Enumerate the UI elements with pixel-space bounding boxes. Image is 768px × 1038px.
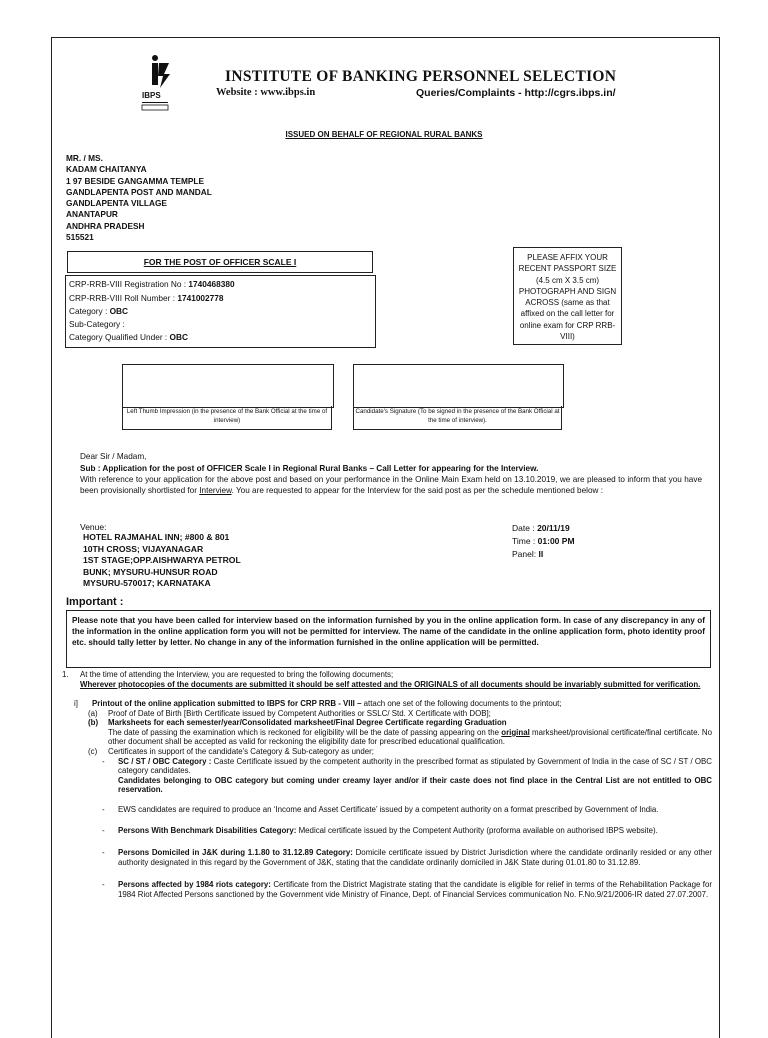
address-line: KADAM CHAITANYA (66, 164, 147, 175)
time-value: 01:00 PM (537, 536, 575, 546)
roll-row: CRP-RRB-VIII Roll Number : 1741002778 (69, 293, 224, 303)
bullet-dash: - (102, 880, 105, 889)
panel-value: II (538, 549, 544, 559)
address-line: ANANTAPUR (66, 209, 118, 220)
c-text: Certificates in support of the candidate's Category & Sub-category as under; (108, 747, 374, 756)
registration-number: 1740468380 (188, 279, 235, 289)
venue-line: BUNK; MYSURU-HUNSUR ROAD (83, 566, 218, 577)
address-line: 515521 (66, 232, 94, 243)
intro-paragraph: With reference to your application for the above post and based on your performance in the Online Main Exam held on 13.10.2019, we are pleased to inform that you have been provisionally shortlisted for Interview. You are requested to appear for the Interview for the said post as per the schedule mentioned below : (80, 475, 702, 495)
important-heading: Important : (66, 596, 124, 608)
interview-word: Interview (199, 485, 232, 495)
i-number: i] (74, 699, 78, 708)
qualified-value: OBC (169, 332, 188, 342)
photo-box: PLEASE AFFIX YOUR RECENT PASSPORT SIZE (4.5 cm X 3.5 cm) PHOTOGRAPH AND SIGN ACROSS (same as that affixed on the call letter for online exam for CRP RRB-VIII) (513, 247, 622, 345)
date-value: 20/11/19 (537, 523, 570, 533)
date-row: Date : 20/11/19 (512, 523, 570, 533)
address-line: GANDLAPENTA VILLAGE (66, 198, 167, 209)
panel-row: Panel: II (512, 549, 544, 559)
venue-line: 10TH CROSS; VIJAYANAGAR (83, 543, 204, 554)
candidate-address (66, 153, 212, 243)
post-title: FOR THE POST OF OFFICER SCALE I (67, 251, 373, 273)
bullet-dash: - (102, 756, 105, 766)
c-number: (c) (88, 747, 98, 756)
a-number: (a) (88, 708, 98, 718)
signature-caption: Candidate's Signature (To be signed in the presence of the Bank Official at the time of interview). (353, 406, 562, 430)
issued-on-behalf: ISSUED ON BEHALF OF REGIONAL RURAL BANKS (285, 130, 483, 139)
a-text: Proof of Date of Birth [Birth Certificate issued by Competent Authorities or SSLC/ Std. X Certificate with DOB]; (108, 708, 491, 718)
category-value: OBC (109, 306, 129, 316)
thumb-impression-box (122, 364, 334, 408)
address-line: 1 97 BESIDE GANGAMMA TEMPLE (66, 175, 204, 186)
qualified-row: Category Qualified Under : OBC (69, 332, 188, 342)
time-row: Time : 01:00 PM (512, 536, 575, 546)
venue-label: Venue: (80, 522, 107, 532)
bullet-ews: EWS candidates are required to produce an ‘Income and Asset Certificate’ issued by a competent authority on a format prescribed by Government of India. (118, 804, 659, 814)
schedule (512, 522, 575, 561)
category-row: Category : OBC (69, 306, 129, 316)
bullet-dash: - (102, 848, 105, 857)
logo-text: IBPS (142, 91, 161, 100)
important-box: Please note that you have been called for interview based on the information furnished by you in the online application form. In case of any discrepancy in any of the information in the online application form you will not be permitted for interview. The name of the candidate in the online application form, photo identity proof etc. should tally letter by letter. No change in any of the information furnished in the online application will be permitted. (66, 610, 711, 668)
subject-line: Sub : Application for the post of OFFICER Scale I in Regional Rural Banks – Call Letter for appearing for the Interview. (80, 464, 539, 473)
bullet-sc-st-obc: SC / ST / OBC Category : Caste Certificate issued by the competent authority in the prescribed format as stipulated by Government of India in the case of SC / ST / OBC category candidates. Candidates belonging to OBC category but coming under creamy layer and/or if their caste does not find place in the Central List are not entitled to OBC reservation. (118, 756, 712, 795)
bullet-jk: Persons Domiciled in J&K during 1.1.80 to 31.12.89 Category: Domicile certificate issued by District Jurisdiction where the candidate ordinarily resided or any other authority designated in this regard by the Government of J&K, stating that the candidate ordinarily domiciled in J&K State during 01.01.80 to 31.12.89. (118, 848, 713, 867)
bullet-pwbd: Persons With Benchmark Disabilities Category: Medical certificate issued by the Competent Authority (proforma available on authorised IBPS website). (118, 826, 658, 835)
venue-address (83, 532, 241, 590)
thumb-caption: Left Thumb Impression (in the presence of the Bank Official at the time of interview) (122, 406, 332, 430)
venue-line: MYSURU-570017; KARNATAKA (83, 578, 211, 588)
institute-name: INSTITUTE OF BANKING PERSONNEL SELECTION (225, 68, 617, 85)
bullet-dash: - (102, 826, 105, 835)
signature-box (353, 364, 564, 408)
subcategory-row: Sub-Category : (69, 319, 125, 329)
ibps-logo (138, 54, 176, 114)
registration-box (65, 275, 376, 348)
b-bold: Marksheets for each semester/year/Consolidated marksheet/Final Degree Certificate regarding Graduation (108, 718, 507, 728)
bullet-dash: - (102, 804, 105, 814)
salutation: Dear Sir / Madam, (80, 452, 147, 461)
address-line: GANDLAPENTA POST AND MANDAL (66, 186, 212, 197)
bullet-1984-riots: Persons affected by 1984 riots category: Certificate from the District Magistrate stating that the candidate is eligible for relief in terms of the Rehabilitation Package for 1984 Riot Affected Persons sanctioned by the Government vide Ministry of Finance, Dept. of Financial Services communication No. F.No.9/21/2006-IR dated 27.07.2007. (118, 880, 712, 899)
item1-bold: Wherever photocopies of the documents are submitted it should be self attested and the ORIGINALS of all documents should be invariably submitted for verification. (80, 679, 701, 689)
venue-line: HOTEL RAJMAHAL INN; #800 & 801 (83, 532, 230, 542)
ibps-logo-icon (138, 54, 176, 114)
i-text: Printout of the online application submitted to IBPS for CRP RRB - VIII – attach one set of the following documents to the printout; (92, 699, 562, 708)
item1-number: 1. (62, 670, 69, 679)
address-line: ANDHRA PRADESH (66, 220, 145, 231)
address-line: MR. / MS. (66, 153, 103, 163)
website-text[interactable]: Website : www.ibps.in (216, 87, 316, 98)
queries-text[interactable]: Queries/Complaints - http://cgrs.ibps.in/ (416, 87, 616, 99)
b-number: (b) (88, 718, 99, 728)
venue-line: 1ST STAGE;OPP.AISHWARYA PETROL (83, 555, 241, 565)
registration-row: CRP-RRB-VIII Registration No : 1740468380 (69, 279, 235, 289)
item1-text: At the time of attending the Interview, you are requested to bring the following documents; (80, 670, 394, 679)
roll-number: 1741002778 (177, 293, 224, 303)
b-text: The date of passing the examination which is reckoned for eligibility will be the date of passing appearing on the original marksheet/provisional certificate/final certificate. No other document shall be accepted as valid for reckoning the eligibility date for prescribed educational qualification. (108, 727, 713, 747)
